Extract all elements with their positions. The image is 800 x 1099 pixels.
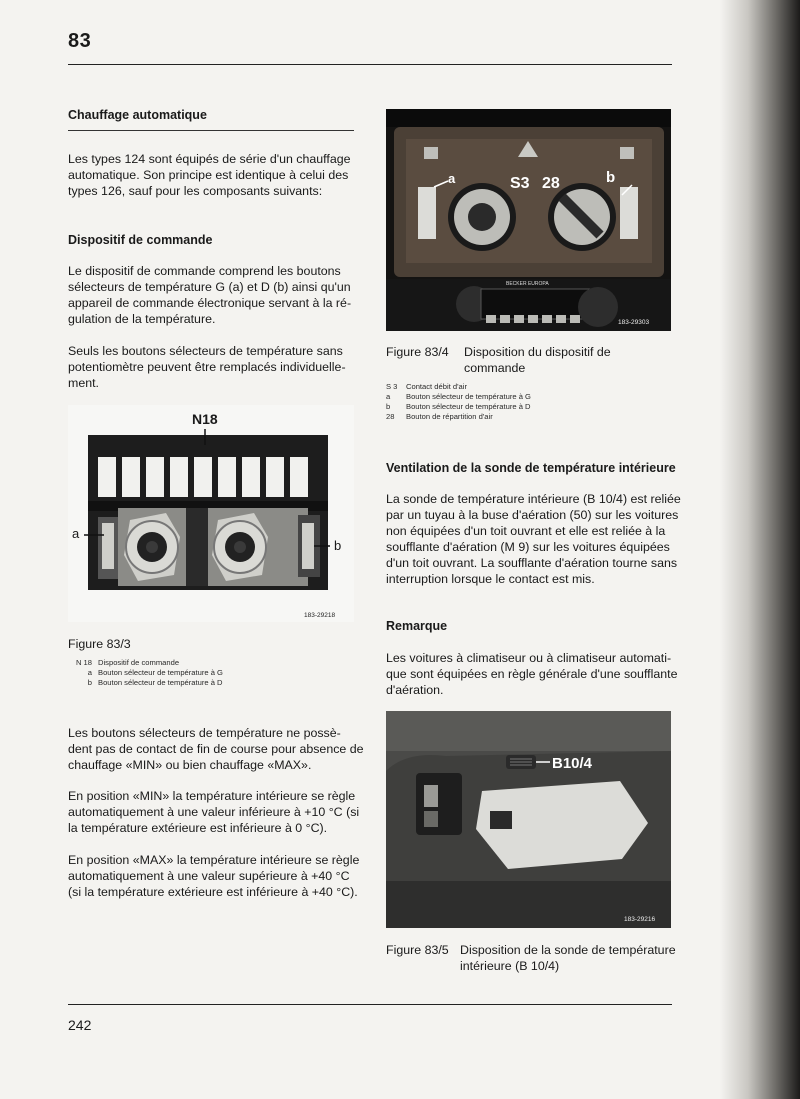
intro-paragraph: Les types 124 sont équipés de série d'un chauffage automatique. Son principe est identique à celui des types 126, sauf pour les composants suivants: — [68, 152, 351, 198]
min-paragraph: En position «MIN» la température intérieure se règle automatiquement à une valeur inférieure à +10 °C (si la température extérieure est inférieure à 0 °C). — [68, 789, 360, 835]
figure-83-3-caption: Figure 83/3 — [68, 637, 131, 651]
figure-83-3-photo — [68, 405, 354, 622]
figure-83-3-legend — [68, 658, 354, 688]
figure-83-5-photo — [386, 711, 671, 928]
subsection-title-dispositif: Dispositif de commande — [68, 233, 213, 247]
interior-sensor-illustration — [386, 711, 671, 928]
footer-rule — [68, 1004, 672, 1005]
figure-83-5-caption: Figure 83/5 Disposition de la sonde de température intérieure (B 10/4) — [386, 943, 676, 973]
remarque-paragraph: Les voitures à climatiseur ou à climatiseur automati- que sont équipées en règle générale d'une soufflante d'aération. — [386, 651, 678, 697]
figure-83-4-label-b: b — [606, 169, 616, 186]
figure-83-4-legend — [386, 382, 671, 422]
figure-83-3-label-n18: N18 — [192, 411, 218, 427]
control-unit-illustration — [68, 405, 354, 622]
section-title-remarque: Remarque — [386, 619, 448, 633]
figure-83-3-label-a: a — [72, 526, 80, 541]
dashboard-control-illustration — [386, 109, 671, 331]
figure-83-4-code: 183-29303 — [618, 319, 650, 326]
figure-83-4-label-s3: S3 — [510, 175, 530, 192]
figure-83-4-caption: Figure 83/4 Disposition du dispositif de commande — [386, 345, 611, 375]
legend-row: S 3 Contact débit d'air — [386, 382, 467, 391]
legend-row: a Bouton sélecteur de température à G — [87, 668, 223, 677]
seuls-paragraph: Seuls les boutons sélecteurs de température sans potentiomètre peuvent être remplacés individuelle- ment. — [68, 344, 346, 390]
page-number-bottom: 242 — [68, 1017, 92, 1033]
legend-row: b Bouton sélecteur de température à D — [87, 678, 223, 687]
section-title-chauffage: Chauffage automatique — [68, 108, 207, 122]
dispositif-paragraph: Le dispositif de commande comprend les boutons sélecteurs de température G (a) et D (b) ainsi qu'un appareil de commande électronique servant à la ré- gulation de la température. — [68, 264, 352, 326]
figure-83-4-label-28: 28 — [542, 175, 560, 192]
legend-row: a Bouton sélecteur de température à G — [386, 392, 531, 401]
header-rule — [68, 64, 672, 65]
section-title-ventilation: Ventilation de la sonde de température intérieure — [386, 461, 676, 475]
figure-83-4-photo — [386, 109, 671, 331]
figure-83-3-label-b: b — [334, 538, 342, 553]
figure-83-3-code: 183-29218 — [304, 612, 336, 619]
figure-83-5-code: 183-29216 — [624, 916, 656, 923]
figure-83-5-label-b10-4: B10/4 — [552, 755, 593, 772]
book-spine-shadow — [720, 0, 800, 1099]
legend-row: 28 Bouton de répartition d'air — [386, 412, 493, 421]
legend-row: N 18 Dispositif de commande — [75, 658, 180, 667]
section-title-rule — [68, 130, 354, 131]
boutons-paragraph: Les boutons sélecteurs de température ne possè- dent pas de contact de fin de course pour absence de chauffage «MIN» ou bien chauffage «MAX». — [68, 726, 364, 772]
page-number-top: 83 — [68, 30, 92, 52]
radio-brand-label: BECKER EUROPA — [506, 281, 549, 287]
figure-83-4-label-a: a — [448, 171, 456, 186]
legend-row: b Bouton sélecteur de température à D — [386, 402, 531, 411]
max-paragraph: En position «MAX» la température intérieure se règle automatiquement à une valeur supérieure à +40 °C (si la température extérieure est inférieure à +40 °C). — [68, 853, 360, 899]
ventilation-paragraph: La sonde de température intérieure (B 10/4) est reliée par un tuyau à la buse d'aération (50) sur les voitures non équipées d'un toit ouvrant et elle est reliée à la soufflante d'aération (M 9) sur les voitures équipées d'un toit ouvrant. La soufflante d'aération tourne sans interruption lorsque le contact est mis. — [386, 492, 681, 586]
